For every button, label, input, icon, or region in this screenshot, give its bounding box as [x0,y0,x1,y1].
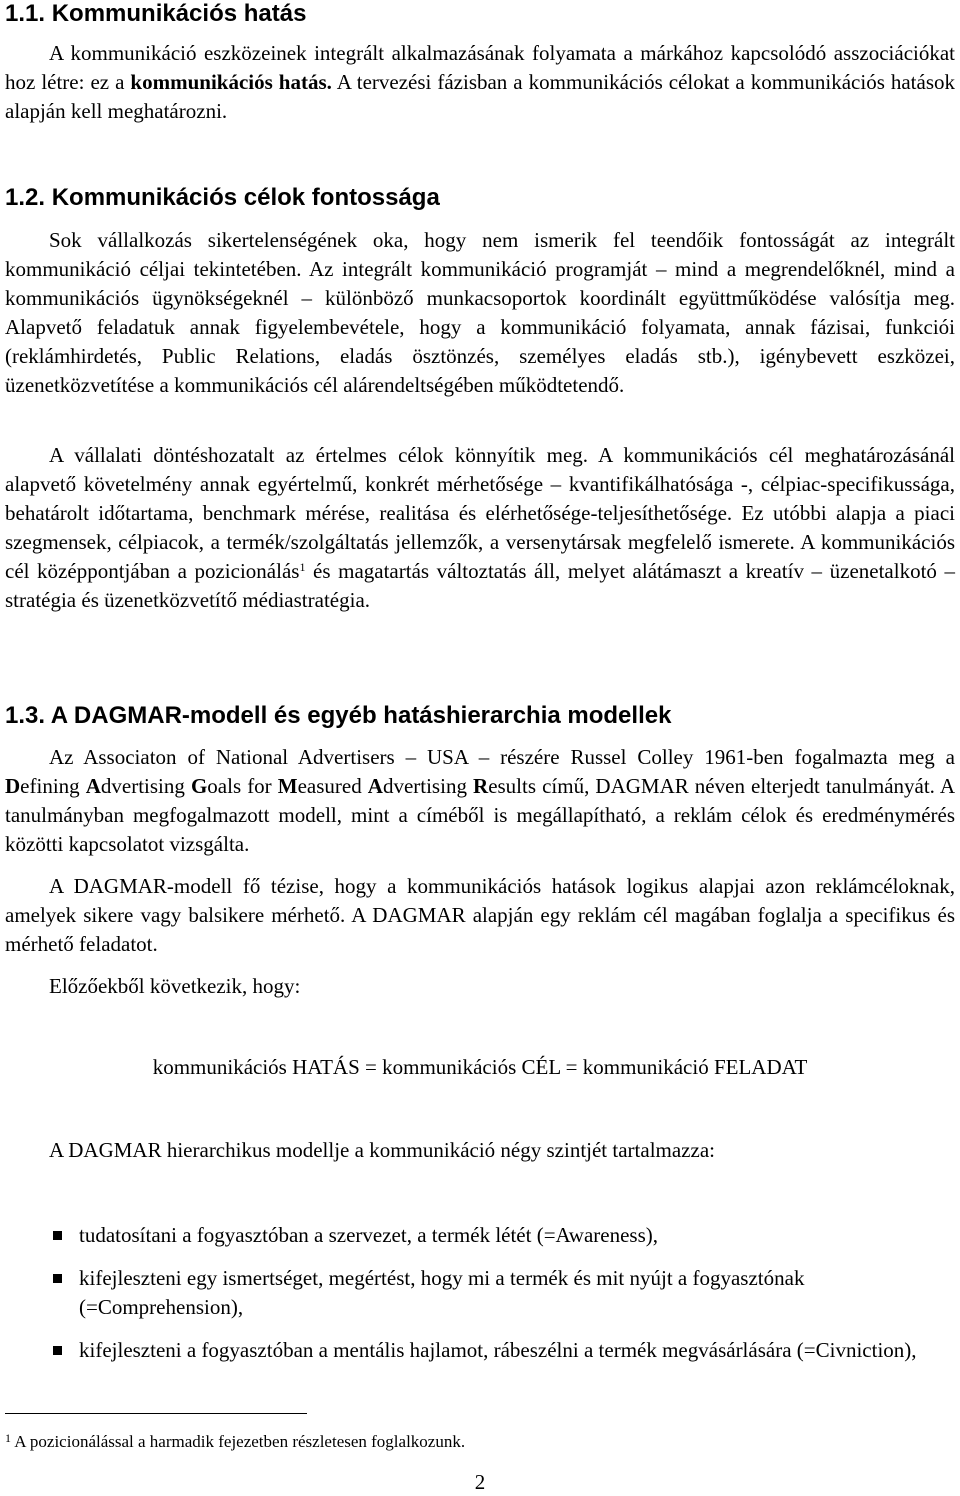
dagmar-letter: D [5,774,21,798]
dagmar-letter: G [190,774,208,798]
dagmar-expansion [5,774,536,798]
dagmar-word: esults [488,774,537,798]
dagmar-letter: A [85,774,101,798]
dagmar-levels-list [5,1221,955,1365]
dagmar-word: efining [20,774,86,798]
list-item-text: kifejleszteni a fogyasztóban a mentális hajlamot, rábeszélni a termék megvásárlására (=Civniction), [79,1338,917,1362]
list-item [5,1336,955,1365]
section-1-2-heading: 1.2. Kommunikációs célok fontossága [5,184,440,211]
footnote-text: A pozicionálással a harmadik fejezetben részletesen foglalkozunk. [11,1432,466,1451]
section-1-3-paragraph-2: A DAGMAR-modell fő tézise, hogy a kommunikációs hatások logikus alapjai azon reklámcéloknak, amelyek sikere vagy balsikere mérhető. A DAGMAR alapján egy reklám cél magában foglalja a specifikus és mérhető feladatot. [5,874,955,956]
dagmar-word: oals for [207,774,278,798]
s2-p2-text-b: és magatartás változtatás áll, melyet alátámaszt a kreatív – üzenetalkotó – stratégia és üzenetközvetítő médiastratégia. [5,559,955,612]
dagmar-word: dvertising [100,774,191,798]
footnote [5,1431,465,1453]
square-bullet-icon [53,1274,62,1283]
s1-text-a: A kommunikáció eszközeinek integrált alkalmazásának folyamata a márkához kapcsolódó asszociációkat hoz létre: ez a [5,41,955,94]
footnote-separator [5,1413,307,1414]
section-1-2-paragraph-2 [5,441,955,615]
list-item-text: kifejleszteni egy ismertséget, megértést, hogy mi a termék és mit nyújt a fogyasztónak (=Comprehension), [79,1266,805,1319]
footnote-ref: 1 [299,560,306,574]
square-bullet-icon [53,1231,62,1240]
dagmar-word: easured [297,774,368,798]
dagmar-letter: R [473,774,489,798]
s3-p1-text-a: Az Associaton of National Advertisers – USA – részére Russel Colley 1961-ben fogalmazta meg a [49,745,955,769]
square-bullet-icon [53,1346,62,1355]
list-item-text: tudatosítani a fogyasztóban a szervezet, a termék létét (=Awareness), [79,1223,658,1247]
section-1-3-paragraph-4: A DAGMAR hierarchikus modellje a kommunikáció négy szintjét tartalmazza: [49,1138,715,1162]
dagmar-letter: A [367,774,383,798]
section-1-3-heading: 1.3. A DAGMAR-modell és egyéb hatáshierarchia modellek [5,702,672,729]
list-item [5,1221,955,1250]
dagmar-word: dvertising [382,774,474,798]
section-1-2-paragraph-1: Sok vállalkozás sikertelenségének oka, hogy nem ismerik fel teendőik fontosságát az integrált kommunikáció céljai tekintetében. Az integrált kommunikáció programját – mind a megrendelőknél, mind a kommunikációs ügynökségeknél – különböző munkacsoportok koordinált együttműködése valósítja meg. Alapvető feladatuk annak figyelembevétele, hogy a kommunikáció folyamata, annak fázisai, funkciói (reklámhirdetés, Public Relations, eladás ösztönzés, személyes eladás stb.), igénybevett eszközei, üzenetközvetítése a kommunikációs cél alárendeltségében működtetendő. [5,228,955,397]
dagmar-letter: M [277,774,298,798]
s1-text-c: A tervezési fázisban a kommunikációs célokat a kommunikációs hatások alapján kell meghatározni. [5,70,956,123]
section-1-1-paragraph [5,39,955,126]
list-item [5,1264,955,1322]
s1-bold-term: kommunikációs hatás. [130,70,332,94]
footnote-number: 1 [5,1431,11,1445]
s2-p2-text-a: A vállalati döntéshozatalt az értelmes célok könnyítik meg. A kommunikációs cél meghatározásánál alapvető követelmény annak egyértelmű, konkrét mérhetősége – kvantifikálhatósága -, célpiac-specifikussága, behatárolt időtartama, benchmark mérése, realitása és elérhetősége-teljesíthetősége. Ez utóbbi alapja a piaci szegmensek, célpiacok, a termék/szolgáltatás jellemzők, a versenytársak megfelelő ismerete. A kommunikációs cél középpontjában a pozicionálás [5,443,955,583]
s3-p1-text-b: című, DAGMAR néven elterjedt tanulmányát. A tanulmányban megfogalmazott modell, mint a címéből is megállapítható, a reklám célok és eredménymérés közötti kapcsolatot vizsgálta. [5,774,955,856]
page-number: 2 [474,1470,486,1494]
section-1-1-heading: 1.1. Kommunikációs hatás [5,0,307,27]
section-1-3-paragraph-1 [5,743,955,859]
dagmar-formula: kommunikációs HATÁS = kommunikációs CÉL = kommunikáció FELADAT [152,1055,808,1079]
section-1-3-paragraph-3: Előzőekből következik, hogy: [49,974,301,998]
